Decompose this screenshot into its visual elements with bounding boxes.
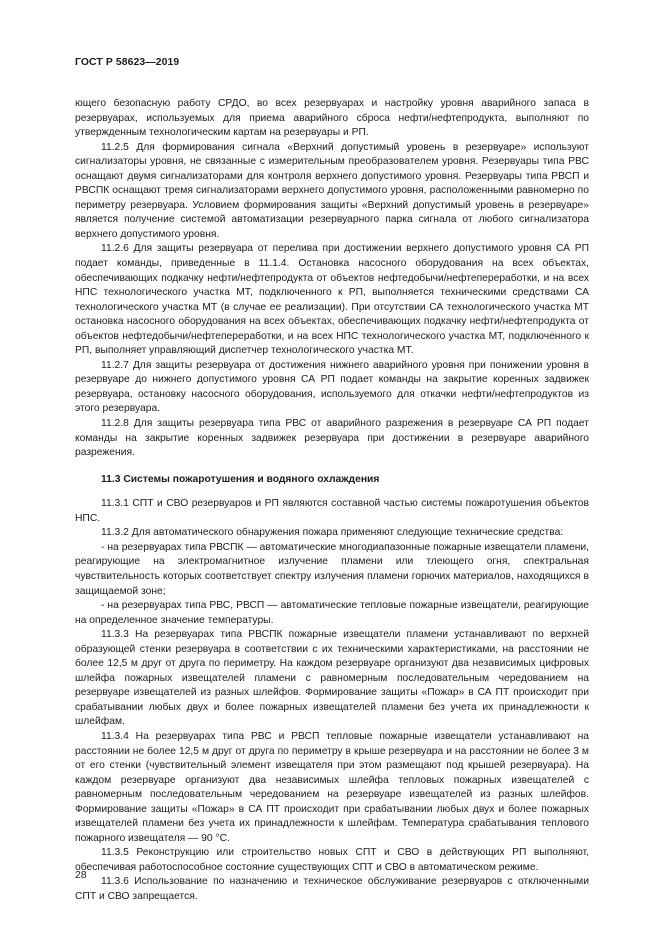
clause-11-3-6: 11.3.6 Использование по назначению и техническое обслуживание резервуаров с отключенными СПТ и СВО запрещается. xyxy=(75,876,589,902)
page-number: 28 xyxy=(75,870,87,881)
clause-11-2-6: 11.2.6 Для защиты резервуара от перелива при достижении верхнего допустимого уровня СА РП подает команды, приведенные в 11.1.4. Остановка насосного оборудования на всех объектах, обеспечивающих подкачку нефти/нефтепродукта от объектов нефтедобычи/нефтепереработки, и на всех НПС технологического участка МТ, подключенного к РП, выполняется техническими средствами СА технологического участка МТ (в случае ее реализации). При отсутствии СА технологического участка МТ остановка насосного оборудования на всех объектах, обеспечивающих подкачку нефти/нефтепродукта от объектов нефтедобычи/нефтепереработки, и на всех НПС технологического участка МТ, подключенного к РП, выполняет управляющий диспетчер технологического участка МТ. xyxy=(75,243,589,357)
clause-11-3-3: 11.3.3 На резервуарах типа РВСПК пожарные извещатели пламени устанавливают по верхней образующей стенки резервуара в соответствии с их техническими характеристиками, на расстоянии не более 12,5 м друг от друга по периметру. На каждом резервуаре организуют два независимых цифровых шлейфа пожарных извещателей пламени с равномерным последовательным чередованием на резервуаре извещателей из разных шлейфов. Формирование защиты «Пожар» в СА ПТ происходит при срабатывании любых двух и более пожарных извещателей пламени без учета их принадлежности к шлейфам. xyxy=(75,629,589,728)
clause-11-3-1: 11.3.1 СПТ и СВО резервуаров и РП являются составной частью системы пожаротушения объектов НПС. xyxy=(75,498,589,524)
section-title-11-3: 11.3 Системы пожаротушения и водяного охлаждения xyxy=(101,473,380,485)
list-item-rvs-rvsp: - на резервуарах типа РВС, РВСП — автоматические тепловые пожарные извещатели, реагирующие на определенное значение температуры. xyxy=(75,600,589,626)
clause-11-3-2: 11.3.2 Для автоматического обнаружения пожара применяют следующие технические средства: xyxy=(101,527,564,539)
clause-11-3-4: 11.3.4 На резервуарах типа РВС и РВСП тепловые пожарные извещатели устанавливают на расстоянии не более 12,5 м друг от друга по периметру в крыше резервуара и на расстоянии не более 3 м от его стенки (чувствительный элемент извещателя при этом размещают под крышей резервуара). На каждом резервуаре организуют два независимых шлейфа тепловых пожарных извещателей с равномерным последовательным чередованием на резервуаре извещателей из разных шлейфов. Формирование защиты «Пожар» в СА ПТ происходит при срабатывании любых двух и более пожарных извещателей пламени без учета их принадлежности к шлейфам. Температура срабатывания теплового пожарного извещателя — 90 °С. xyxy=(75,730,589,844)
clause-11-2-8: 11.2.8 Для защиты резервуара типа РВС от аварийного разрежения в резервуаре СА РП подает команды на закрытие коренных задвижек резервуара при достижении в резервуаре аварийного разрежения. xyxy=(75,418,589,459)
document-body xyxy=(75,97,589,905)
paragraph-continuation: ющего безопасную работу СРДО, во всех резервуарах и настройку уровня аварийного запаса в резервуарах, используемых для приема аварийного сброса нефти/нефтепродукта, выполняют по утвержденным технологическим картам на резервуары и РП. xyxy=(75,98,589,139)
list-item-rvspk: - на резервуарах типа РВСПК — автоматические многодиапазонные пожарные извещатели пламени, реагирующие на электромагнитное излучение пламени или тлеющего огня, спектральная чувствительность которых соответствует спектру излучения пламени горючих материалов, находящихся в защищаемой зоне; xyxy=(75,541,589,597)
clause-11-2-5: 11.2.5 Для формирования сигнала «Верхний допустимый уровень в резервуаре» используют сигнализаторы уровня, не связанные с измерительным преобразователем уровня. Резервуары типа РВС оснащают двумя сигнализаторами для контроля верхнего допустимого уровня. Резервуары типа РВСП и РВСПК оснащают тремя сигнализаторами верхнего допустимого уровня, расположенными равномерно по периметру резервуара. Условием формирования защиты «Верхний допустимый уровень в резервуаре» является получение системой автоматизации резервуарного парка сигнала от любого сигнализатора верхнего допустимого уровня. xyxy=(75,141,589,240)
standard-header: ГОСТ Р 58623—2019 xyxy=(75,57,180,68)
clause-11-2-7: 11.2.7 Для защиты резервуара от достижения нижнего аварийного уровня при понижении уровня в резервуаре до нижнего допустимого уровня СА РП подает команды на закрытие коренных задвижек резервуара, остановку насосного оборудования, используемого для откачки нефти/нефтепродуктов из этого резервуара. xyxy=(75,359,589,415)
clause-11-3-5: 11.3.5 Реконструкцию или строительство новых СПТ и СВО в действующих РП выполняют, обеспечивая работоспособное состояние существующих СПТ и СВО в автоматическом режиме. xyxy=(75,847,589,873)
